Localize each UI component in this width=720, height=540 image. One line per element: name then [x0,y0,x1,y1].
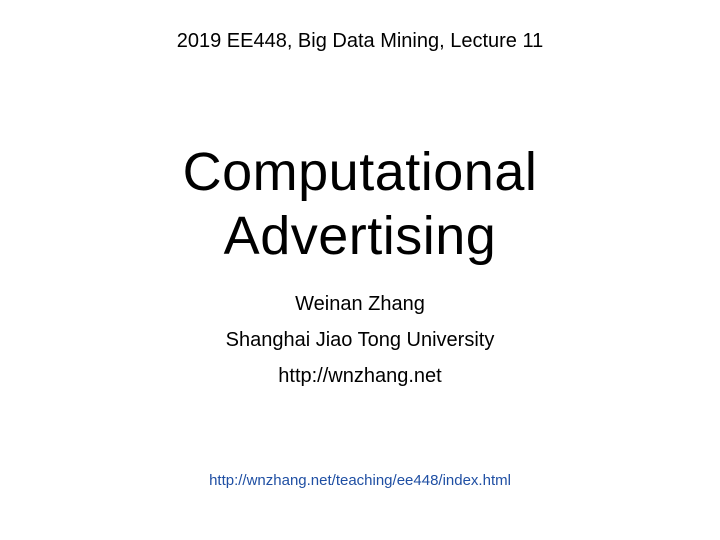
slide-title [0,140,720,268]
title-line-1: Computational [182,142,538,202]
course-page-link[interactable]: http://wnzhang.net/teaching/ee448/index.html [209,472,511,489]
course-header: 2019 EE448, Big Data Mining, Lecture 11 [176,30,544,52]
author-website: http://wnzhang.net [278,365,442,387]
author-name: Weinan Zhang [295,293,425,315]
author-block [0,286,720,394]
title-line-2: Advertising [223,206,497,266]
author-affiliation: Shanghai Jiao Tong University [225,329,495,351]
